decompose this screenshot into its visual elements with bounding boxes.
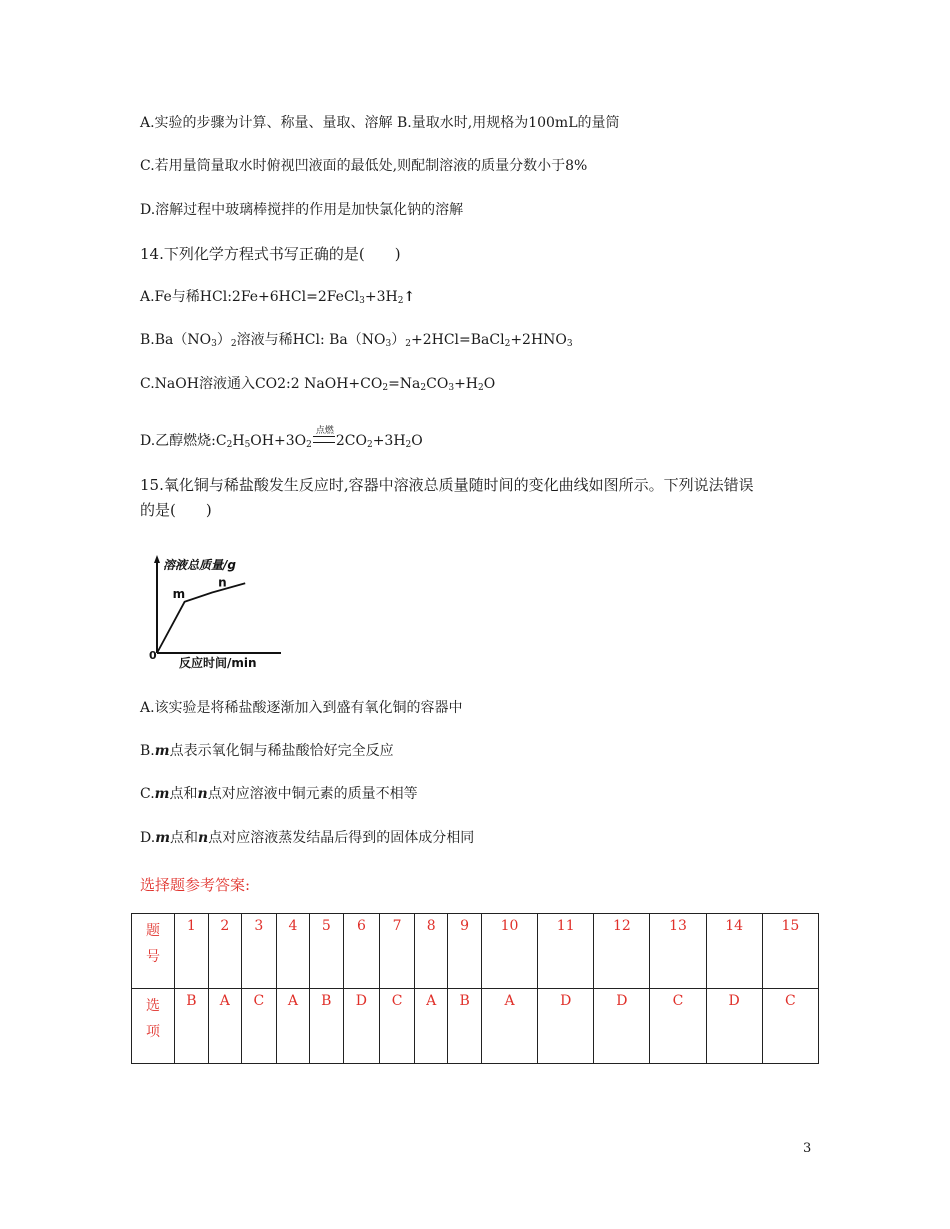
- answer-row-options: [132, 989, 819, 1064]
- question-number-cell: 12: [594, 914, 650, 989]
- point-label-n: n: [218, 575, 227, 590]
- answer-option-cell: C: [650, 989, 706, 1064]
- question-number-cell: 7: [380, 914, 415, 989]
- question-number-cell: 6: [343, 914, 379, 989]
- answer-option-cell: A: [276, 989, 309, 1064]
- q14-option-b: $B.Ba(NO_3)_2$溶液与稀HCl: $Ba(NO_3)_2+2HCl=BaCl_2+2HNO_3$: [140, 332, 573, 349]
- answer-table: [131, 913, 819, 1064]
- answer-option-cell: C: [241, 989, 276, 1064]
- answer-option-cell: D: [594, 989, 650, 1064]
- answer-option-cell: C: [380, 989, 415, 1064]
- page-number: 3: [803, 1141, 812, 1156]
- answer-option-cell: D: [343, 989, 379, 1064]
- answer-key-title: 选择题参考答案:: [140, 876, 251, 894]
- question-number-cell: 10: [481, 914, 537, 989]
- q15-stem-line1: 15.氧化铜与稀盐酸发生反应时,容器中溶液总质量随时间的变化曲线如图所示。下列说法错误: [140, 476, 754, 494]
- answer-option-cell: B: [309, 989, 343, 1064]
- answer-option-cell: B: [175, 989, 209, 1064]
- y-axis-label: 溶液总质量/g: [163, 558, 236, 572]
- y-axis-arrow: [154, 555, 160, 563]
- q15-option-b: B.m点表示氧化铜与稀盐酸恰好完全反应: [140, 743, 394, 759]
- answer-option-cell: B: [448, 989, 482, 1064]
- q15-option-a: A.该实验是将稀盐酸逐渐加入到盛有氧化铜的容器中: [140, 700, 463, 716]
- q15-option-d: D.m点和n点对应溶液蒸发结晶后得到的固体成分相同: [140, 830, 475, 846]
- question-number-cell: 9: [448, 914, 482, 989]
- answer-option-cell: D: [706, 989, 762, 1064]
- header-question-number: 题 号: [132, 914, 175, 989]
- q13-option-a-b: A.实验的步骤为计算、称量、量取、溶解 B.量取水时,用规格为100mL的量筒: [140, 115, 620, 131]
- question-number-cell: 1: [175, 914, 209, 989]
- q14-option-d: D.乙醇燃烧$:C_2H_5OH+3O_2$ 点燃 $2CO_2+3H_2O$: [140, 426, 423, 450]
- answer-option-cell: D: [538, 989, 594, 1064]
- question-number-cell: 13: [650, 914, 706, 989]
- answer-option-cell: C: [762, 989, 818, 1064]
- answer-option-cell: A: [208, 989, 241, 1064]
- q15-option-c: C.m点和n点对应溶液中铜元素的质量不相等: [140, 786, 418, 802]
- x-axis-label: 反应时间/min: [179, 656, 257, 670]
- q15-stem-line2: 的是( ): [140, 501, 212, 519]
- mass-curve: [157, 583, 245, 653]
- question-number-cell: 3: [241, 914, 276, 989]
- q14-stem: 14.下列化学方程式书写正确的是( ): [140, 245, 401, 263]
- q14-option-c: C.NaOH溶液通入CO2:2 $NaOH+CO_2=Na_2CO_3+H_2O$: [140, 376, 496, 393]
- question-number-cell: 4: [276, 914, 309, 989]
- answer-row-numbers: [132, 914, 819, 989]
- question-number-cell: 5: [309, 914, 343, 989]
- header-option: 选 项: [132, 989, 175, 1064]
- question-number-cell: 14: [706, 914, 762, 989]
- reaction-condition: 点燃: [313, 432, 335, 450]
- answer-option-cell: A: [415, 989, 448, 1064]
- answer-option-cell: A: [481, 989, 537, 1064]
- question-number-cell: 11: [538, 914, 594, 989]
- question-number-cell: 8: [415, 914, 448, 989]
- q13-option-c: C.若用量筒量取水时俯视凹液面的最低处,则配制溶液的质量分数小于8%: [140, 158, 588, 174]
- mass-time-chart: [143, 552, 283, 672]
- point-label-m: m: [172, 586, 186, 601]
- question-number-cell: 15: [762, 914, 818, 989]
- origin-label: 0: [149, 649, 157, 662]
- q13-option-d: D.溶解过程中玻璃棒搅拌的作用是加快氯化钠的溶解: [140, 202, 464, 218]
- question-number-cell: 2: [208, 914, 241, 989]
- q14-option-a: A.Fe与稀$HCl:2Fe+6HCl=2FeCl_3+3H_2↑$: [140, 289, 416, 306]
